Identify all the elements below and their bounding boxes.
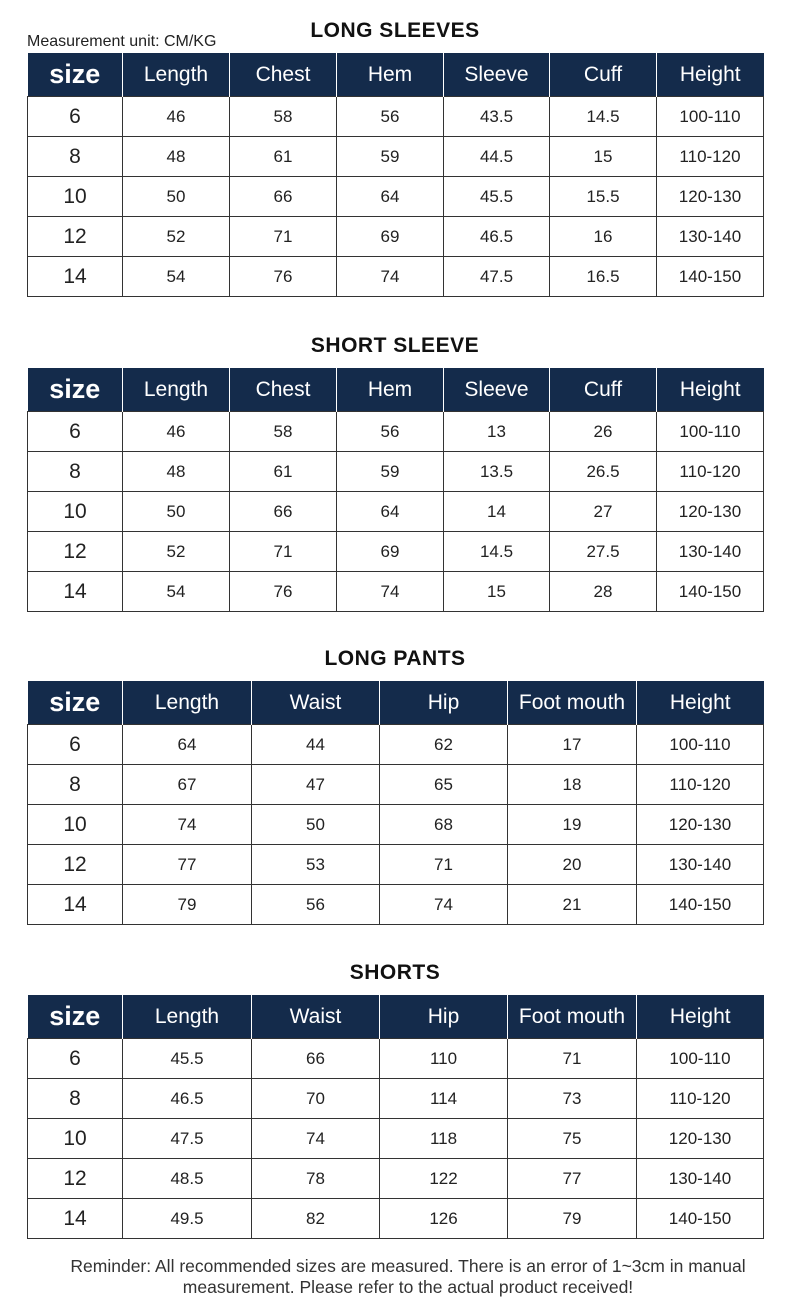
header-height: Height	[657, 53, 764, 97]
cell-hem: 56	[337, 97, 444, 137]
cell-chest: 61	[230, 137, 337, 177]
cell-hem: 59	[337, 137, 444, 177]
cell-length: 54	[123, 257, 230, 297]
cell-size: 12	[28, 217, 123, 257]
cell-chest: 76	[230, 572, 337, 612]
table-row	[28, 885, 764, 925]
size-table-shorts	[27, 995, 764, 1239]
measurement-reminder: Reminder: All recommended sizes are measured. There is an error of 1~3cm in manual measurement. Please refer to the actual product received!	[70, 1256, 746, 1297]
table-row	[28, 177, 764, 217]
cell-size: 8	[28, 137, 123, 177]
cell-hip: 71	[380, 845, 508, 885]
cell-length: 52	[123, 532, 230, 572]
header-chest: Chest	[230, 53, 337, 97]
cell-waist: 74	[252, 1119, 380, 1159]
size-table-long-sleeves	[27, 53, 764, 297]
cell-height: 110-120	[657, 452, 764, 492]
cell-size: 6	[28, 1039, 123, 1079]
cell-length: 54	[123, 572, 230, 612]
cell-height: 120-130	[637, 1119, 764, 1159]
cell-height: 120-130	[657, 177, 764, 217]
cell-foot-mouth: 21	[508, 885, 637, 925]
table-title-long-pants: LONG PANTS	[324, 647, 466, 670]
cell-foot-mouth: 17	[508, 725, 637, 765]
cell-length: 48	[123, 137, 230, 177]
header-hip: Hip	[380, 995, 508, 1039]
header-cuff: Cuff	[550, 368, 657, 412]
cell-length: 77	[123, 845, 252, 885]
cell-length: 46.5	[123, 1079, 252, 1119]
header-sleeve: Sleeve	[444, 53, 550, 97]
cell-size: 8	[28, 765, 123, 805]
cell-waist: 78	[252, 1159, 380, 1199]
table-row	[28, 492, 764, 532]
cell-height: 130-140	[657, 532, 764, 572]
cell-hip: 65	[380, 765, 508, 805]
header-length: Length	[123, 53, 230, 97]
cell-chest: 66	[230, 492, 337, 532]
cell-height: 100-110	[657, 97, 764, 137]
table-row	[28, 1039, 764, 1079]
header-length: Length	[123, 681, 252, 725]
cell-size: 6	[28, 725, 123, 765]
cell-height: 120-130	[657, 492, 764, 532]
cell-length: 47.5	[123, 1119, 252, 1159]
cell-length: 74	[123, 805, 252, 845]
cell-height: 140-150	[657, 572, 764, 612]
header-chest: Chest	[230, 368, 337, 412]
cell-chest: 66	[230, 177, 337, 217]
cell-height: 130-140	[637, 1159, 764, 1199]
cell-length: 48	[123, 452, 230, 492]
cell-hip: 122	[380, 1159, 508, 1199]
cell-sleeve: 43.5	[444, 97, 550, 137]
cell-foot-mouth: 73	[508, 1079, 637, 1119]
cell-length: 46	[123, 97, 230, 137]
cell-hip: 126	[380, 1199, 508, 1239]
header-sleeve: Sleeve	[444, 368, 550, 412]
cell-length: 46	[123, 412, 230, 452]
table-row	[28, 1079, 764, 1119]
table-title-short-sleeve: SHORT SLEEVE	[310, 334, 480, 357]
cell-hip: 118	[380, 1119, 508, 1159]
cell-cuff: 26.5	[550, 452, 657, 492]
table-header-row	[28, 995, 764, 1039]
cell-hem: 64	[337, 492, 444, 532]
table-row	[28, 805, 764, 845]
cell-hem: 69	[337, 532, 444, 572]
cell-waist: 66	[252, 1039, 380, 1079]
table-row	[28, 452, 764, 492]
cell-hem: 64	[337, 177, 444, 217]
cell-chest: 76	[230, 257, 337, 297]
header-cuff: Cuff	[550, 53, 657, 97]
cell-cuff: 14.5	[550, 97, 657, 137]
measurement-unit-label: Measurement unit: CM/KG	[27, 33, 217, 50]
table-row	[28, 532, 764, 572]
cell-length: 52	[123, 217, 230, 257]
cell-foot-mouth: 19	[508, 805, 637, 845]
size-table-long-pants	[27, 681, 764, 925]
table-header-row	[28, 681, 764, 725]
cell-size: 14	[28, 257, 123, 297]
cell-size: 6	[28, 97, 123, 137]
cell-length: 45.5	[123, 1039, 252, 1079]
table-row	[28, 572, 764, 612]
table-header-row	[28, 53, 764, 97]
header-hem: Hem	[337, 53, 444, 97]
cell-height: 140-150	[657, 257, 764, 297]
cell-chest: 58	[230, 97, 337, 137]
cell-height: 100-110	[637, 1039, 764, 1079]
cell-height: 130-140	[637, 845, 764, 885]
cell-foot-mouth: 79	[508, 1199, 637, 1239]
cell-height: 140-150	[637, 1199, 764, 1239]
cell-waist: 56	[252, 885, 380, 925]
header-height: Height	[637, 995, 764, 1039]
cell-size: 14	[28, 1199, 123, 1239]
cell-waist: 53	[252, 845, 380, 885]
cell-size: 12	[28, 845, 123, 885]
cell-size: 10	[28, 492, 123, 532]
cell-size: 8	[28, 1079, 123, 1119]
cell-length: 50	[123, 492, 230, 532]
cell-cuff: 28	[550, 572, 657, 612]
header-height: Height	[657, 368, 764, 412]
cell-sleeve: 46.5	[444, 217, 550, 257]
header-hem: Hem	[337, 368, 444, 412]
cell-hem: 56	[337, 412, 444, 452]
cell-cuff: 27	[550, 492, 657, 532]
header-size: size	[28, 53, 123, 97]
cell-waist: 50	[252, 805, 380, 845]
header-height: Height	[637, 681, 764, 725]
cell-length: 79	[123, 885, 252, 925]
table-row	[28, 217, 764, 257]
cell-sleeve: 44.5	[444, 137, 550, 177]
table-header-row	[28, 368, 764, 412]
table-row	[28, 1119, 764, 1159]
cell-hip: 110	[380, 1039, 508, 1079]
cell-sleeve: 15	[444, 572, 550, 612]
header-size: size	[28, 368, 123, 412]
table-row	[28, 257, 764, 297]
cell-cuff: 27.5	[550, 532, 657, 572]
cell-size: 10	[28, 1119, 123, 1159]
cell-size: 6	[28, 412, 123, 452]
header-size: size	[28, 995, 123, 1039]
cell-sleeve: 13	[444, 412, 550, 452]
cell-hem: 69	[337, 217, 444, 257]
table-row	[28, 1199, 764, 1239]
cell-length: 50	[123, 177, 230, 217]
header-length: Length	[123, 995, 252, 1039]
cell-foot-mouth: 20	[508, 845, 637, 885]
cell-height: 120-130	[637, 805, 764, 845]
table-row	[28, 137, 764, 177]
cell-chest: 71	[230, 217, 337, 257]
cell-size: 12	[28, 1159, 123, 1199]
header-waist: Waist	[252, 995, 380, 1039]
cell-height: 100-110	[657, 412, 764, 452]
cell-height: 130-140	[657, 217, 764, 257]
cell-sleeve: 13.5	[444, 452, 550, 492]
cell-cuff: 16	[550, 217, 657, 257]
table-row	[28, 725, 764, 765]
cell-size: 14	[28, 572, 123, 612]
cell-height: 110-120	[657, 137, 764, 177]
cell-cuff: 15	[550, 137, 657, 177]
table-row	[28, 845, 764, 885]
table-title-shorts: SHORTS	[349, 961, 441, 984]
cell-hip: 62	[380, 725, 508, 765]
cell-length: 67	[123, 765, 252, 805]
cell-sleeve: 14	[444, 492, 550, 532]
table-title-long-sleeves: LONG SLEEVES	[310, 19, 480, 42]
cell-hip: 114	[380, 1079, 508, 1119]
cell-sleeve: 45.5	[444, 177, 550, 217]
cell-height: 140-150	[637, 885, 764, 925]
cell-size: 10	[28, 177, 123, 217]
cell-height: 110-120	[637, 765, 764, 805]
cell-foot-mouth: 71	[508, 1039, 637, 1079]
cell-foot-mouth: 77	[508, 1159, 637, 1199]
cell-sleeve: 47.5	[444, 257, 550, 297]
header-length: Length	[123, 368, 230, 412]
cell-chest: 61	[230, 452, 337, 492]
cell-waist: 47	[252, 765, 380, 805]
cell-length: 48.5	[123, 1159, 252, 1199]
cell-hem: 74	[337, 572, 444, 612]
cell-foot-mouth: 75	[508, 1119, 637, 1159]
header-hip: Hip	[380, 681, 508, 725]
cell-size: 14	[28, 885, 123, 925]
cell-length: 49.5	[123, 1199, 252, 1239]
cell-cuff: 15.5	[550, 177, 657, 217]
table-row	[28, 1159, 764, 1199]
cell-length: 64	[123, 725, 252, 765]
table-row	[28, 765, 764, 805]
cell-height: 100-110	[637, 725, 764, 765]
table-row	[28, 412, 764, 452]
cell-waist: 44	[252, 725, 380, 765]
cell-hem: 74	[337, 257, 444, 297]
cell-hem: 59	[337, 452, 444, 492]
cell-foot-mouth: 18	[508, 765, 637, 805]
cell-size: 10	[28, 805, 123, 845]
cell-cuff: 26	[550, 412, 657, 452]
cell-sleeve: 14.5	[444, 532, 550, 572]
size-table-short-sleeve	[27, 368, 764, 612]
header-size: size	[28, 681, 123, 725]
cell-hip: 68	[380, 805, 508, 845]
cell-chest: 71	[230, 532, 337, 572]
header-waist: Waist	[252, 681, 380, 725]
header-foot-mouth: Foot mouth	[508, 995, 637, 1039]
cell-waist: 70	[252, 1079, 380, 1119]
cell-hip: 74	[380, 885, 508, 925]
cell-waist: 82	[252, 1199, 380, 1239]
table-row	[28, 97, 764, 137]
cell-cuff: 16.5	[550, 257, 657, 297]
header-foot-mouth: Foot mouth	[508, 681, 637, 725]
cell-size: 12	[28, 532, 123, 572]
cell-height: 110-120	[637, 1079, 764, 1119]
cell-chest: 58	[230, 412, 337, 452]
cell-size: 8	[28, 452, 123, 492]
